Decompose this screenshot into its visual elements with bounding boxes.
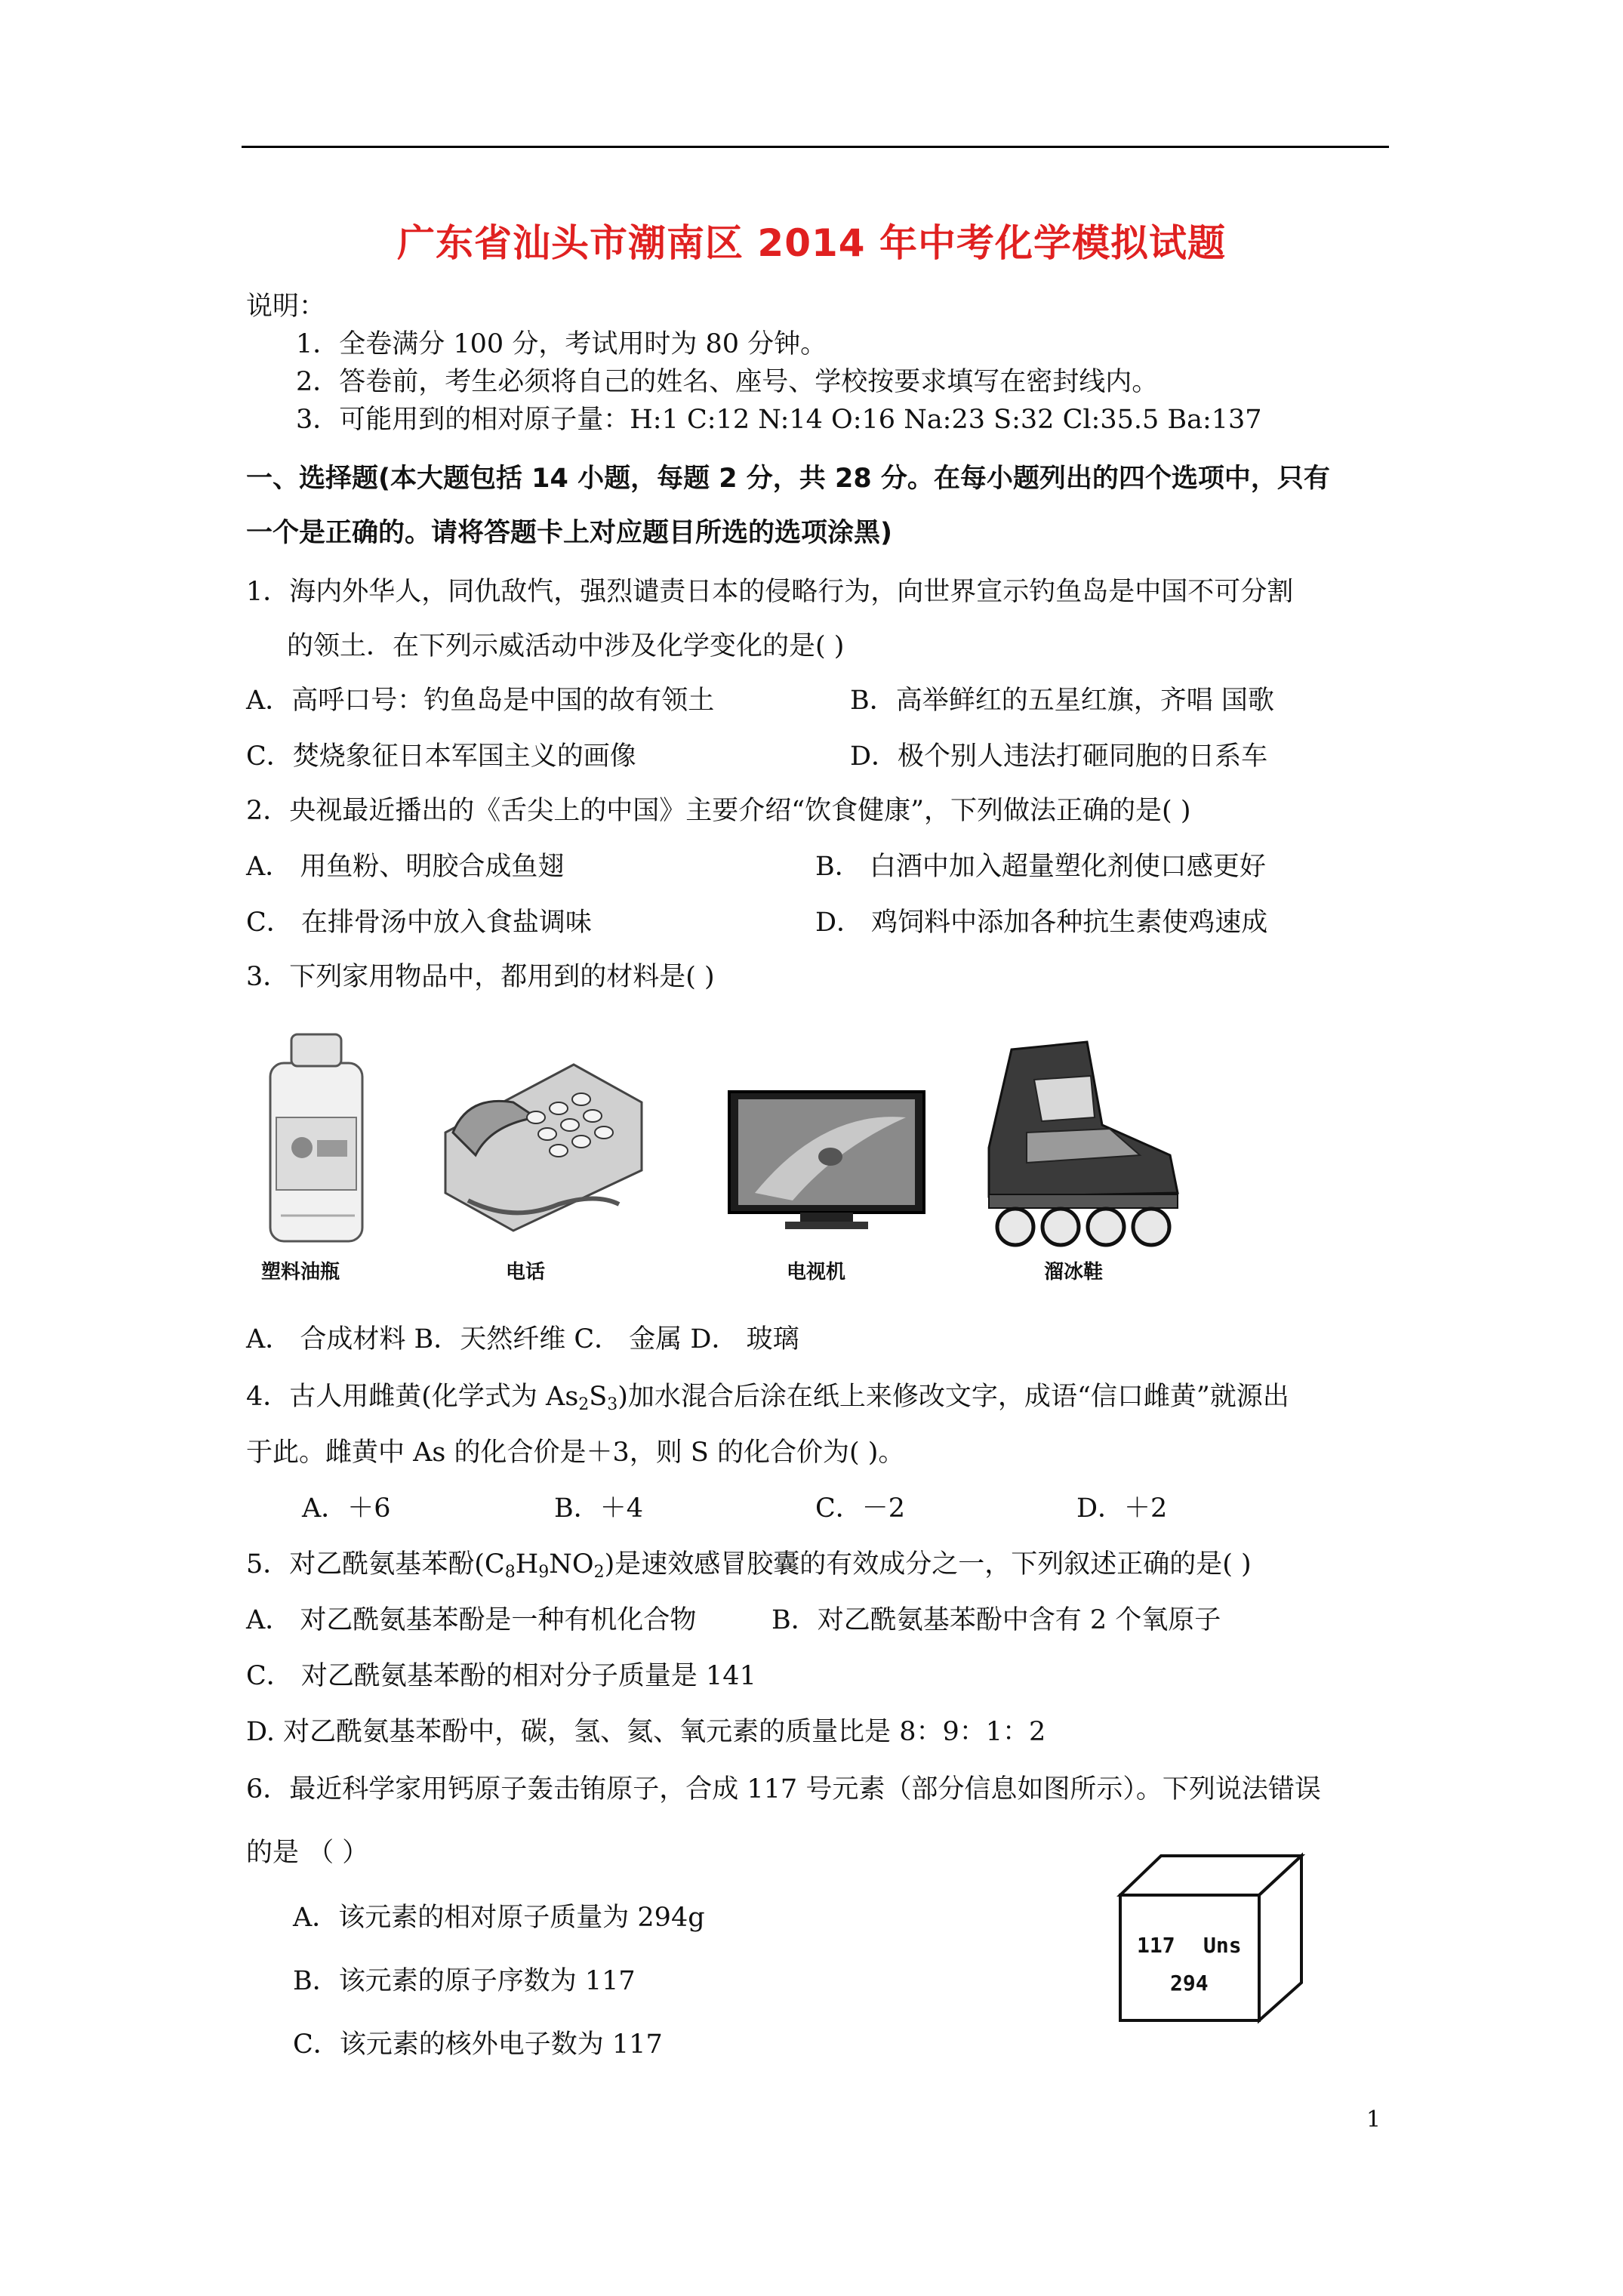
q4-stem: 于此。雌黄中 As 的化合价是＋3，则 S 的化合价为( )。 — [246, 1438, 905, 1468]
q2-option-d: D． 鸡饲料中添加各种抗生素使鸡速成 — [815, 908, 1268, 938]
image-caption: 电视机 — [787, 1261, 846, 1284]
plastic-bottle-image — [242, 1027, 393, 1253]
element-number: 117 — [1137, 1933, 1175, 1958]
q3-stem: 3．下列家用物品中，都用到的材料是( ) — [246, 962, 715, 992]
section-header: 一个是正确的。请将答题卡上对应题目所选的选项涂黑) — [246, 518, 892, 548]
television-image — [725, 1087, 929, 1238]
q6-stem: 的是 （ ） — [246, 1838, 369, 1868]
q6-option-a: A．该元素的相对原子质量为 294g — [293, 1903, 705, 1933]
q6-stem: 6．最近科学家用钙原子轰击铕原子，合成 117 号元素（部分信息如图所示）。下列说法错误 — [246, 1774, 1321, 1804]
q1-option-d: D．极个别人违法打砸同胞的日系车 — [850, 741, 1268, 772]
q1-option-c: C．焚烧象征日本军国主义的画像 — [246, 741, 636, 772]
q1-option-b: B．高举鲜红的五星红旗，齐唱 国歌 — [850, 686, 1274, 716]
q2-stem: 2．央视最近播出的《舌尖上的中国》主要介绍“饮食健康”，下列做法正确的是( ) — [246, 796, 1191, 826]
q4-option-d: D．＋2 — [1076, 1493, 1168, 1524]
q1-option-a: A．高呼口号：钓鱼岛是中国的故有领土 — [246, 686, 715, 716]
exam-title: 广东省汕头市潮南区 2014 年中考化学模拟试题 — [397, 221, 1226, 265]
q5-option-a: A． 对乙酰氨基苯酚是一种有机化合物 — [246, 1605, 697, 1635]
q1-stem: 1．海内外华人，同仇敌忾，强烈谴责日本的侵略行为，向世界宣示钓鱼岛是中国不可分割 — [246, 577, 1294, 607]
q6-option-c: C．该元素的核外电子数为 117 — [293, 2029, 663, 2060]
element-mass: 294 — [1170, 1971, 1209, 1996]
image-caption: 电话 — [506, 1261, 546, 1284]
q5-stem: 5．对乙酰氨基苯酚$(C_8H_9NO_2)$是速效感冒胶囊的有效成分之一，下列叙述正确的是( ) — [246, 1549, 1252, 1582]
instructions-heading: 说明： — [246, 291, 326, 322]
image-caption: 塑料油瓶 — [261, 1261, 340, 1284]
top-rule — [242, 146, 1389, 148]
q4-option-a: A．＋6 — [302, 1493, 391, 1524]
q2-option-c: C． 在排骨汤中放入食盐调味 — [246, 908, 592, 938]
element-cube-diagram — [1116, 1850, 1313, 2025]
telephone-image — [423, 1042, 657, 1238]
instruction-item: 1．全卷满分 100 分，考试用时为 80 分钟。 — [296, 329, 827, 359]
q2-option-a: A． 用鱼粉、明胶合成鱼翅 — [246, 852, 565, 882]
page-number: 1 — [1366, 2106, 1381, 2133]
q3-options: A． 合成材料 B．天然纤维 C． 金属 D． 玻璃 — [246, 1324, 799, 1354]
image-caption: 溜冰鞋 — [1044, 1261, 1104, 1284]
instruction-item: 3．可能用到的相对原子量：H:1 C:12 N:14 O:16 Na:23 S:32 Cl:35.5 Ba:137 — [296, 405, 1262, 435]
roller-skate-image — [959, 1034, 1200, 1253]
element-symbol: Uns — [1203, 1933, 1242, 1958]
q5-option-c: C． 对乙酰氨基苯酚的相对分子质量是 141 — [246, 1661, 756, 1691]
instruction-item: 2．答卷前，考生必须将自己的姓名、座号、学校按要求填写在密封线内。 — [296, 367, 1159, 397]
q1-stem: 的领土．在下列示威活动中涉及化学变化的是( ) — [287, 631, 845, 661]
section-header: 一、选择题(本大题包括 14 小题，每题 2 分，共 28 分。在每小题列出的四个选项中，只有 — [246, 464, 1330, 494]
q6-option-b: B．该元素的原子序数为 117 — [293, 1966, 636, 1996]
q2-option-b: B． 白酒中加入超量塑化剂使口感更好 — [815, 852, 1266, 882]
q4-option-b: B．＋4 — [554, 1493, 643, 1524]
q5-option-d: D. 对乙酰氨基苯酚中，碳，氢、氦、氧元素的质量比是 8：9：1：2 — [246, 1717, 1046, 1747]
q4-option-c: C．－2 — [815, 1493, 906, 1524]
q5-option-b: B．对乙酰氨基苯酚中含有 2 个氧原子 — [771, 1605, 1221, 1635]
q4-stem: 4．古人用雌黄(化学式为 $As_2S_3$)加水混合后涂在纸上来修改文字，成语“信口雌黄”就源出 — [246, 1382, 1289, 1414]
